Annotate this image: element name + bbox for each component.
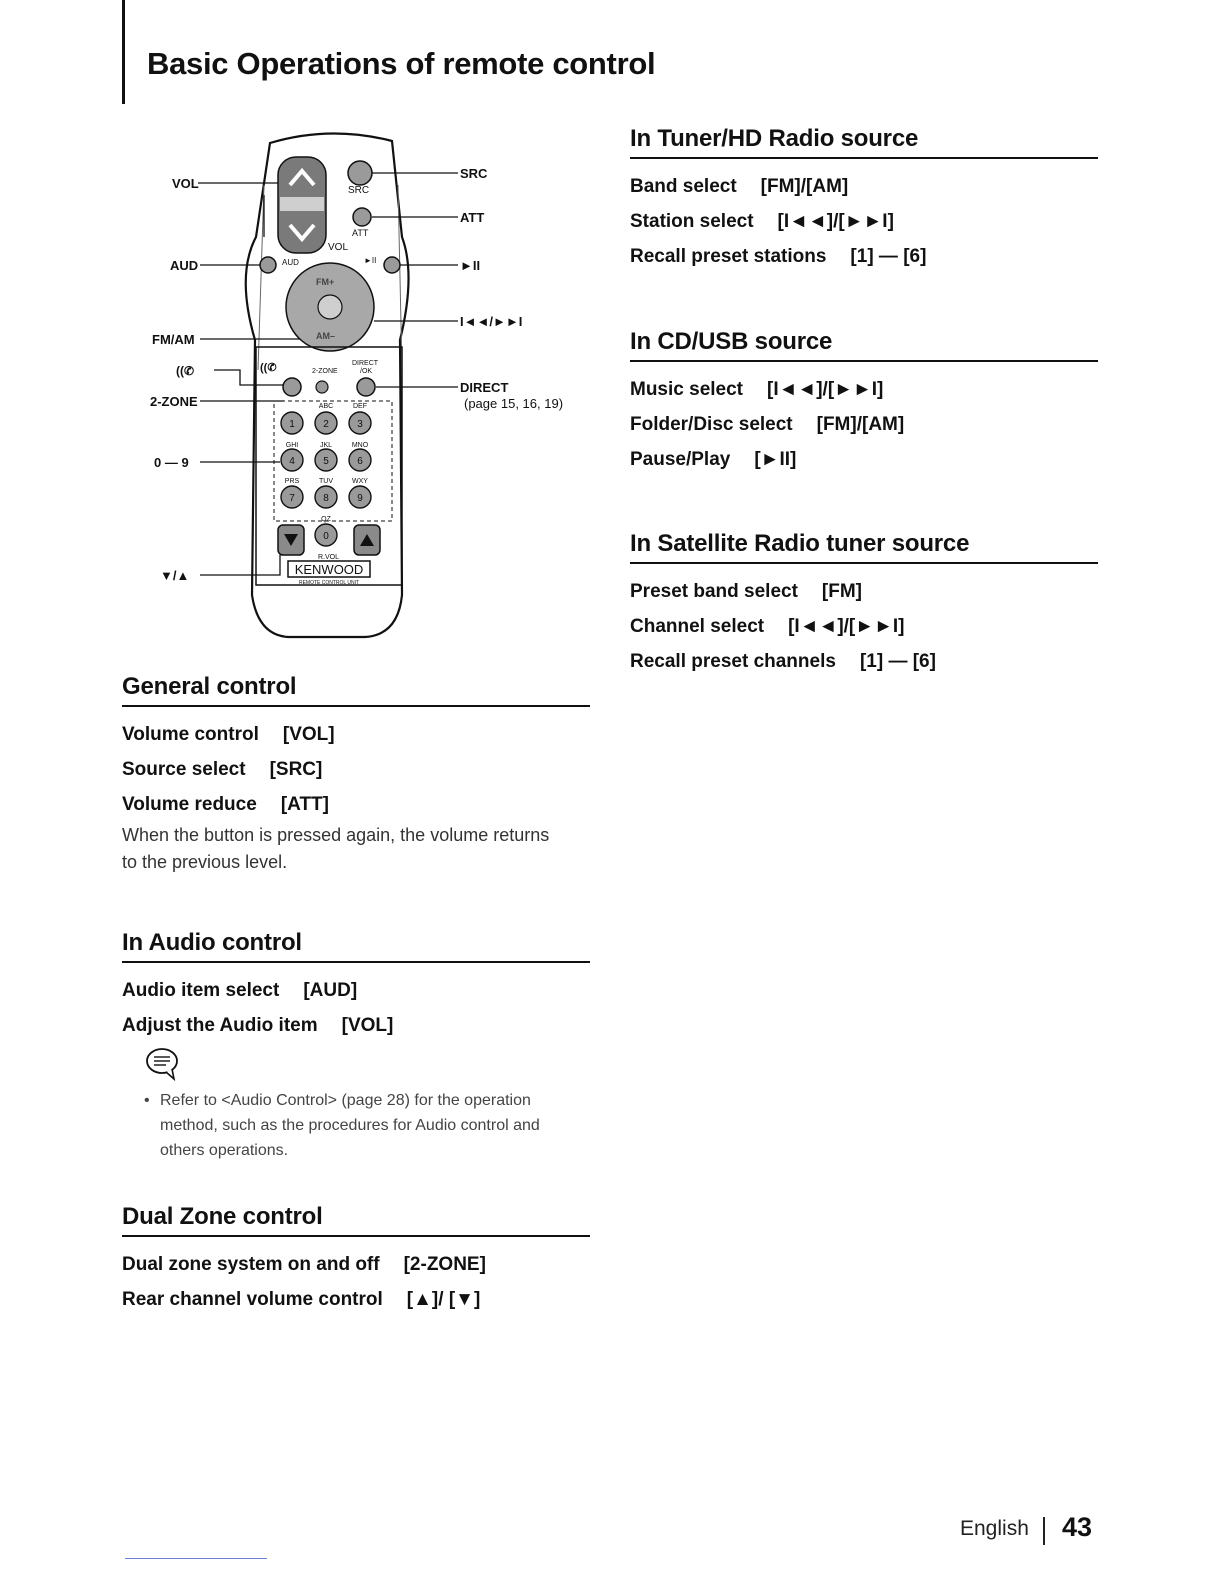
general-title: General control [122, 673, 297, 700]
two-zone-button [283, 378, 301, 396]
svg-text:ABC: ABC [318, 403, 334, 410]
cdusb-row: Folder/Disc select [FM]/[AM] [630, 414, 905, 435]
svg-text:3: 3 [357, 419, 363, 430]
remote-illustration [140, 125, 580, 645]
cdusb-rule [630, 360, 1098, 362]
svg-text:1: 1 [289, 419, 295, 430]
brand-logo: KENWOOD [294, 562, 364, 577]
callout-vol: VOL [172, 176, 199, 191]
dualzone-row: Rear channel volume control [▲]/ [▼] [122, 1289, 481, 1310]
callout-src: SRC [460, 166, 488, 181]
svg-text:9: 9 [357, 493, 363, 504]
dualzone-title: Dual Zone control [122, 1203, 323, 1230]
general-row: Volume reduce [ATT] [122, 794, 329, 815]
general-rule [122, 705, 590, 707]
tuner-rule [630, 157, 1098, 159]
satellite-row: Recall preset channels [1] — [6] [630, 651, 936, 672]
brand-subtitle: REMOTE CONTROL UNIT [298, 580, 360, 586]
svg-text:MNO: MNO [351, 442, 369, 449]
body-label-ok: /OK [360, 368, 373, 375]
callout-direct: DIRECT [460, 380, 509, 395]
aud-button [260, 257, 276, 273]
svg-text:2: 2 [323, 419, 329, 430]
dualzone-rule [122, 1235, 590, 1237]
page-number: 43 [1062, 1512, 1093, 1542]
play-pause-button [384, 257, 400, 273]
svg-text:GHI: GHI [285, 442, 299, 449]
svg-text:WXY: WXY [352, 478, 368, 485]
key-1 [281, 412, 303, 434]
satellite-title: In Satellite Radio tuner source [630, 530, 970, 557]
body-label-direct: DIRECT [352, 360, 379, 367]
footer-separator [1043, 1517, 1045, 1545]
svg-text:6: 6 [357, 456, 363, 467]
general-section [122, 673, 590, 876]
tuner-row: Recall preset stations [1] — [6] [630, 246, 927, 267]
svg-text:7: 7 [289, 493, 295, 504]
callout-track: I◄◄/►►I [460, 314, 523, 329]
audio-rule [122, 961, 590, 963]
key-6 [349, 442, 371, 471]
dualzone-row: Dual zone system on and off [2-ZONE] [122, 1254, 486, 1275]
bottom-rule [125, 1558, 267, 1559]
audio-title: In Audio control [122, 929, 302, 956]
footer-language: English [960, 1517, 1029, 1540]
tuner-title: In Tuner/HD Radio source [630, 125, 919, 152]
satellite-row: Channel select [I◄◄]/[►►I] [630, 616, 905, 637]
body-label-rvol: R.VOL [318, 554, 340, 561]
satellite-row: Preset band select [FM] [630, 581, 863, 602]
svg-text:DEF: DEF [353, 403, 367, 410]
att-button [353, 208, 371, 226]
body-label-play: ►II [364, 256, 377, 265]
callout-play-pause: ►II [460, 258, 481, 273]
body-label-twozone: 2-ZONE [312, 368, 338, 375]
callout-fmam: FM/AM [152, 332, 195, 347]
callout-aud: AUD [170, 258, 199, 273]
body-label-att: ATT [352, 228, 369, 238]
direct-button [357, 378, 375, 396]
src-button [348, 161, 372, 185]
audio-bullet: • Refer to <Audio Control> (page 28) for the operation method, such as the procedures for Audio control and others operations. [144, 1092, 540, 1159]
cdusb-row: Pause/Play [►II] [630, 449, 797, 470]
phone-button [316, 381, 328, 393]
tuner-row: Band select [FM]/[AM] [630, 176, 849, 197]
callout-direct-note: (page 15, 16, 19) [464, 396, 564, 411]
key-9 [349, 478, 371, 508]
general-note: When the button is pressed again, the volume returns to the previous level. [122, 825, 550, 872]
general-row: Source select [SRC] [122, 759, 323, 780]
callout-digits: 0 — 9 [154, 455, 189, 470]
callout-phone-icon: ((✆ [176, 364, 195, 378]
body-label-aud: AUD [282, 258, 299, 267]
svg-text:8: 8 [323, 493, 329, 504]
tuner-row: Station select [I◄◄]/[►►I] [630, 211, 894, 232]
svg-text:5: 5 [323, 456, 329, 467]
svg-text:TUV: TUV [319, 478, 333, 485]
audio-row: Adjust the Audio item [VOL] [122, 1015, 394, 1036]
satellite-section [630, 530, 1098, 679]
dualzone-section [122, 1203, 590, 1317]
callout-two-zone: 2-ZONE [150, 394, 198, 409]
body-label-src: SRC [348, 185, 370, 196]
page-title: Basic Operations of remote control [147, 46, 656, 81]
body-label-vol: VOL [328, 242, 349, 253]
body-phone-icon: ((✆ [260, 362, 277, 374]
svg-text:4: 4 [289, 456, 295, 467]
title-bar [122, 0, 125, 104]
svg-text:JKL: JKL [319, 442, 333, 449]
cdusb-row: Music select [I◄◄]/[►►I] [630, 379, 884, 400]
note-icon [144, 1047, 184, 1081]
svg-text:PRS: PRS [284, 478, 300, 485]
cdusb-title: In CD/USB source [630, 328, 833, 355]
callout-updown: ▼/▲ [160, 568, 190, 583]
general-row: Volume control [VOL] [122, 724, 335, 745]
audio-section [122, 929, 590, 1163]
tuner-section [630, 125, 1098, 274]
audio-row: Audio item select [AUD] [122, 980, 358, 1001]
svg-text:QZ: QZ [321, 516, 331, 523]
body-label-fm: FM+ [316, 277, 335, 287]
satellite-rule [630, 562, 1098, 564]
body-label-am: AM– [316, 331, 336, 341]
callout-att: ATT [460, 210, 485, 225]
cdusb-section [630, 328, 1098, 477]
svg-text:0: 0 [323, 531, 329, 542]
